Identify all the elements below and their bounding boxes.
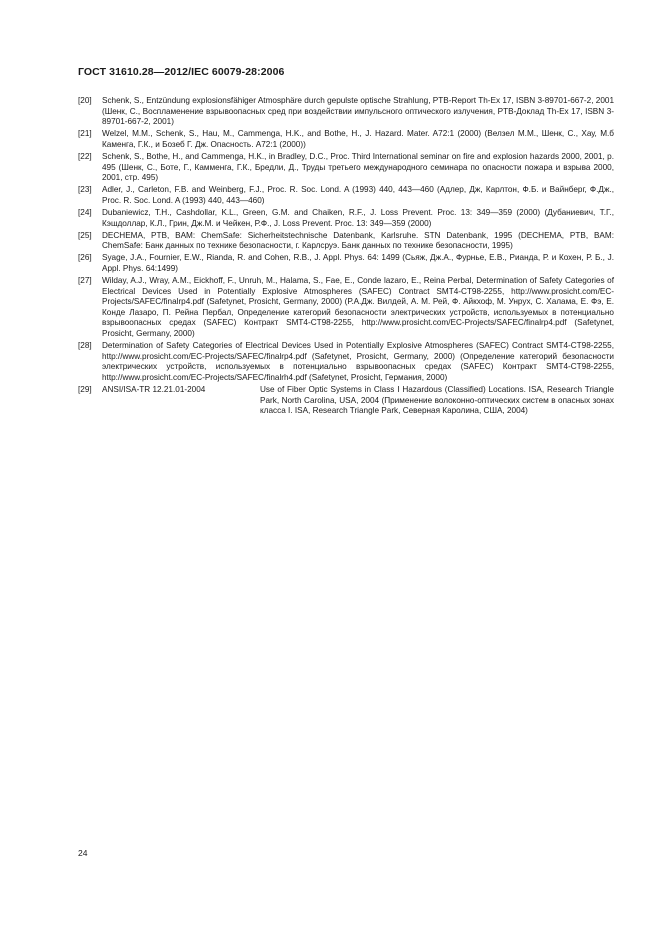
reference-text: Use of Fiber Optic Systems in Class I Hazardous (Classified) Locations. ISA, Research Triangle Park, North Carolina, USA, 2004 (Применение волоконно-оптических систем в опасных зонах класса I. ISA, Research Triangle Park, Северная Каролина, США, 2004) [260, 384, 614, 416]
reference-text: Welzel, M.M., Schenk, S., Hau, M., Cammenga, H.K., and Bothe, H., J. Hazard. Mater. A72:1 (2000) (Велзел М.М., Шенк, С., Хау, М.б Каменга, Г.К., и Бозеб Г. Дж. Опасность. A72:1 (2000)) [102, 129, 614, 149]
reference-text: Determination of Safety Categories of Electrical Devices Used in Potentially Explosive Atmospheres (SAFEC) Contract SMT4-CT98-2255, http://www.prosicht.com/EC-Projects/SAFEC/finalrp4.pdf (Safetynet, Prosicht, Germany, 2000) (Определение категорий безопасности электрических устройств, используемых в потенциально взрывоопасных средах (SAFEC) Контракт SMT4-CT98-2255, http://www.prosicht.com/EC-Projects/SAFEC/finalrh4.pdf (Safetynet, Prosicht, Германия, 2000) [102, 341, 614, 382]
reference-item [78, 385, 614, 417]
reference-number: [29] [78, 384, 92, 394]
reference-number: [23] [78, 185, 92, 195]
reference-number: [25] [78, 230, 92, 240]
reference-standard-code: ANSI/ISA-TR 12.21.01-2004 [102, 384, 206, 394]
reference-number: [28] [78, 341, 92, 351]
reference-number: [20] [78, 96, 92, 105]
reference-item [78, 129, 614, 150]
reference-text: Schenk, S., Bothe, H., and Cammenga, H.K., in Bradley, D.C., Proc. Third International seminar on fire and explosion hazards 2000, 2001, p. 495 (Шенк, С., Боте, Г., Камменга, Г.К., Бредли, Д., Труды третьего международного семинара по опасности пожара и взрыва 2000, 2001, стр. 495) [102, 151, 614, 183]
reference-item [78, 96, 614, 128]
reference-item [78, 341, 614, 383]
reference-item [78, 231, 614, 252]
reference-number: [21] [78, 129, 92, 139]
reference-item [78, 152, 614, 184]
reference-text: Adler, J., Carleton, F.B. and Weinberg, F.J., Proc. R. Soc. Lond. A (1993) 440, 443—460 (Адлер, Дж, Карлтон, Ф.Б. и Вайнберг, Ф.Дж., Proc. R. Soc. Lond. A (1993) 440, 443—460) [102, 185, 614, 205]
reference-item [78, 276, 614, 340]
reference-text: Wilday, A.J., Wray, A.M., Eickhoff, F., Unruh, M., Halama, S., Fae, E., Conde lazaro, E., Reina Perbal, Determination of Safety Categories of Electrical Devices Used in Potentially Explosive Atmospheres (SAFEC) Contract SMT4-CT98-2255, http://www.prosicht.com/EC-Projects/SAFEC/finalrp4.pdf (Safetynet, Prosicht, Germany, 2000) (Р.А.Дж. Вилдей, А. М. Рей, Ф. Айкхоф, М. Унрух, С. Халама, Е. Фэ, Е. Конде Лазаро, П. Рейна Пербал, Определение категорий безопасности электрических устройств, используемых в потенциально взрывоопасных средах (SAFEC) Контракт SMT4-CT98-2255, http://www.prosicht.com/EC-Projects/SAFEC/finalrp4.pdf (Safetynet, Prosicht, Germany, 2000) [102, 276, 614, 338]
reference-text: Dubaniewicz, T.H., Cashdollar, K.L., Green, G.M. and Chaiken, R.F., J. Loss Prevent. Proc. 13: 349—359 (2000) (Дубаниевич, Т.Г., Кэшдоллар, К.Л., Грин, Дж.М. и Чейкен, Р.Ф., J. Loss Prevent. Proc. 13: 349—359 (2000) [102, 207, 614, 228]
document-header: ГОСТ 31610.28—2012/IEC 60079-28:2006 [78, 66, 285, 78]
reference-number: [24] [78, 207, 92, 217]
reference-item [78, 253, 614, 274]
reference-text: Schenk, S., Entzündung explosionsfähiger Atmosphäre durch gepulste optische Strahlung, PTB-Report Th-Ex 17, ISBN 3-89701-667-2, 2001 (Шенк, С., Воспламенение взрывоопасных сред при воздействии импульсного оптического излучения, PTB-Доклад Th-Ex 17, ISBN 3-89701-667-2, 2001) [102, 96, 614, 127]
reference-item [78, 208, 614, 229]
reference-text: DECHEMA, PTB, BAM: ChemSafe: Sicherheitstechnische Datenbank, Karlsruhe. STN Datenbank, 1995 (DECHEMA, PTB, BAM: ChemSafe: Банк данных по технике безопасности, г. Карлсруэ. Банк данных по технике безопасности, 1995) [102, 230, 614, 251]
page-number: 24 [78, 848, 88, 858]
reference-number: [26] [78, 253, 92, 263]
reference-number: [27] [78, 276, 92, 285]
references-list [78, 96, 614, 418]
reference-text: Syage, J.A., Fournier, E.W., Rianda, R. and Cohen, R.B., J. Appl. Phys. 64: 1499 (Сьяж, Дж.А., Фурнье, Е.В., Рианда, Р. и Кохен, Р. Б., J. Appl. Phys. 64:1499) [102, 253, 614, 273]
reference-number: [22] [78, 151, 92, 161]
reference-item [78, 185, 614, 206]
